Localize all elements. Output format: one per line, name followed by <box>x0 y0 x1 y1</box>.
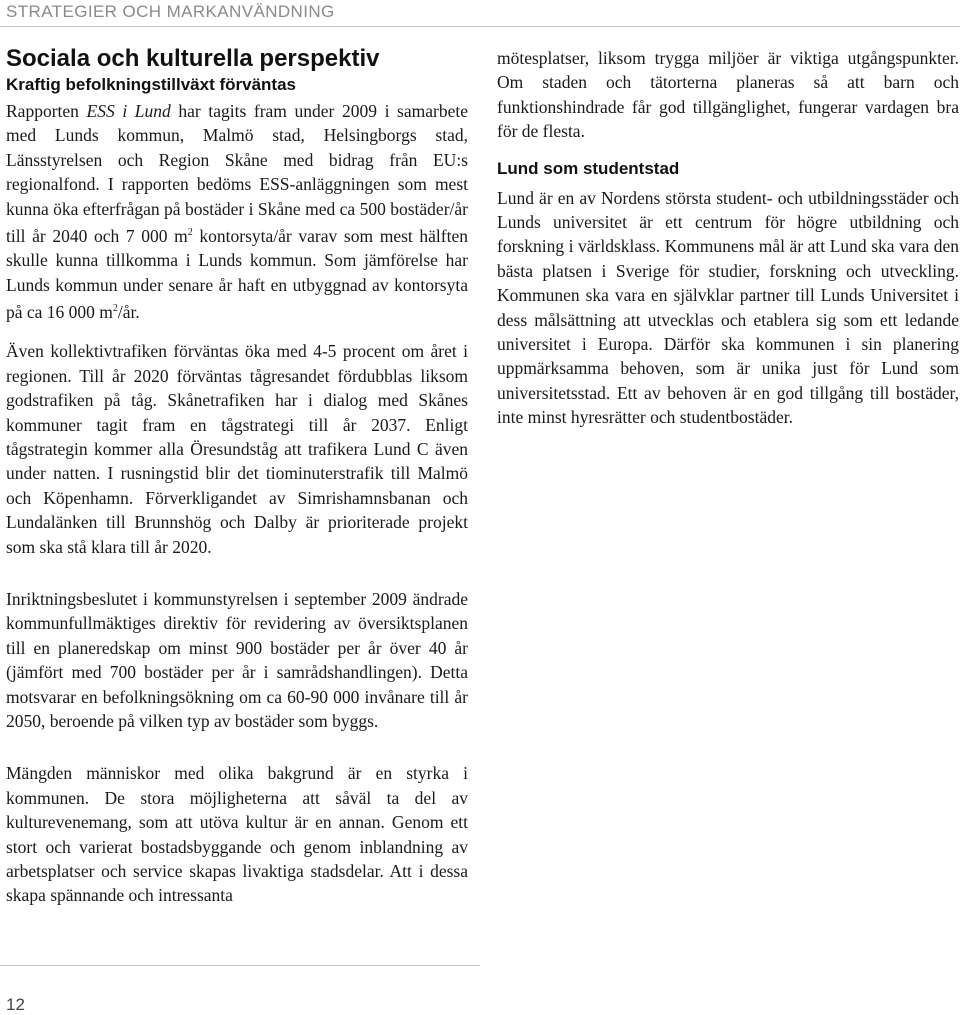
p1-text-d: /år. <box>117 301 140 322</box>
superscript: 2 <box>187 227 193 239</box>
p1-text-a: Rapporten <box>6 101 87 121</box>
p1-text-c: kontorsyta/år varav som mest hälften skulle kunna tillkomma i Lunds kommun. Som jämförelse har Lunds kommun under senare år haft en utbyggnad av kontorsyta på ca 16 000 m <box>6 225 468 322</box>
heading-population-growth: Kraftig befolkningstillväxt förväntas <box>6 75 296 94</box>
page-number: 12 <box>6 995 25 1014</box>
header-divider <box>0 26 960 27</box>
left-column <box>6 44 468 908</box>
report-title: ESS i Lund <box>86 101 171 121</box>
paragraph-ess-report <box>6 99 468 324</box>
p1-text-b: har tagits fram under 2009 i samarbete med Lunds kommun, Malmö stad, Helsingborgs stad, Länsstyrelsen och Region Skåne med bidrag från EU:s regionalfond. I rapporten bedöms ESS-anläggningen som mest kunna öka efterfrågan på bostäder i Skåne med ca 500 bostäder/år till år 2040 och 7 000 m <box>6 101 468 246</box>
footer-divider <box>0 965 480 966</box>
superscript: 2 <box>112 303 118 315</box>
running-head: STRATEGIER OCH MARKANVÄNDNING <box>6 2 335 21</box>
paragraph-diversity: Mängden människor med olika bakgrund är en styrka i kommunen. De stora möjligheterna att såväl ta del av kulturevenemang, som att utöva kultur är en annan. Genom ett stort och varierat bostadsbyggande och genom inblandning av arbetsplatser och service skapas livaktiga stadsdelar. Att i dessa skapa spännande och intressanta <box>6 763 468 906</box>
heading-student-city: Lund som studentstad <box>497 158 680 178</box>
paragraph-student-city: Lund är en av Nordens största student- och utbildningsstäder och Lunds universitet är ett centrum för högre utbildning och forskning i världsklass. Kommunens mål är att Lund ska vara den bästa platsen i Sverige för studier, forskning och utveckling. Kommunen ska vara en självklar partner till Lunds Universitet i dess målsättning att utvecklas och etablera sig som ett ledande universitet i Europa. Därför ska kommunen i sin planering uppmärksamma behoven, som är unika just för Lund som universitetsstad. Ett av behoven är en god tillgång till bostäder, inte minst hyresrätter och studentbostäder. <box>497 187 959 428</box>
right-column <box>497 46 959 430</box>
paragraph-planning-decision: Inriktningsbeslutet i kommunstyrelsen i september 2009 ändrade kommunfullmäktiges direktiv för revidering av översiktsplanen till en planeredskap om minst 900 bostäder per år över 40 år (jämfört med 700 bostäder per år i samrådshandlingen). Detta motsvarar en befolkningsökning om ca 60-90 000 invånare till år 2050, beroende på vilken typ av bostäder som byggs. <box>6 588 468 731</box>
paragraph-public-transport: Även kollektivtrafiken förväntas öka med 4-5 procent om året i regionen. Till år 2020 förväntas tågresandet fördubblas liksom godstrafiken på tåg. Skånetrafiken har i dialog med Skånes kommuner tagit fram en tågstrategi till år 2037. Enligt tågstrategin kommer alla Öresundståg att trafikera Lund C även under natten. I rusningstid blir det tiominuterstrafik till Malmö och Köpenhamn. Förverkligandet av Simrishamnsbanan och Lundalänken till Brunnshög och Dalby är prioriterade projekt som ska stå klara till år 2020. <box>6 341 468 557</box>
paragraph-meeting-places: mötesplatser, liksom trygga miljöer är viktiga utgångspunkter. Om staden och tätorterna planeras så att barn och funktionshindrade får god tillgänglighet, fungerar vardagen bra för de flesta. <box>497 48 959 142</box>
section-title: Sociala och kulturella perspektiv <box>6 45 380 72</box>
